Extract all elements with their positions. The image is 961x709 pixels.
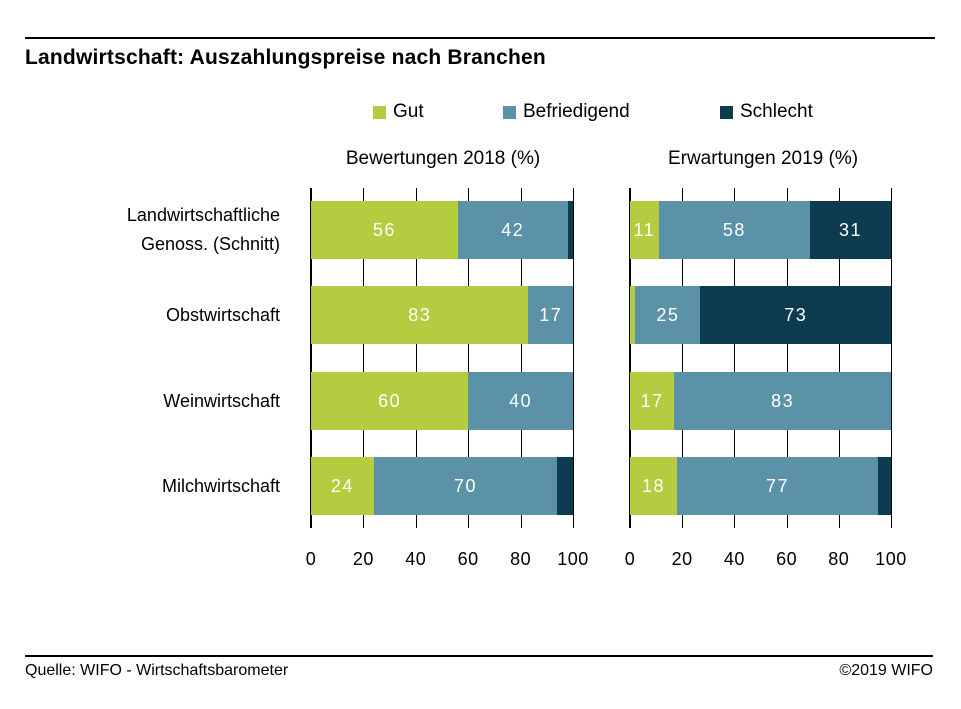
footer-rule bbox=[25, 655, 933, 657]
category-label-line: Weinwirtschaft bbox=[163, 390, 280, 411]
axis-tick-label: 40 bbox=[723, 549, 745, 569]
stacked-bar bbox=[311, 372, 573, 430]
panel-title-erwartungen-2019: Erwartungen 2019 (%) bbox=[667, 148, 859, 169]
bar-value-label: 70 bbox=[454, 475, 478, 496]
legend-label-befriedigend: Befriedigend bbox=[523, 101, 630, 122]
bar-value-label: 56 bbox=[372, 219, 396, 240]
bar-value-label: 77 bbox=[765, 475, 789, 496]
category-label-line: Obstwirtschaft bbox=[165, 304, 280, 325]
stacked-bar bbox=[630, 201, 891, 259]
legend-label-schlecht: Schlecht bbox=[740, 101, 813, 122]
bar-value-label: 24 bbox=[330, 475, 354, 496]
top-rule bbox=[25, 37, 935, 39]
bar-value-label: 17 bbox=[539, 304, 563, 325]
stacked-bar bbox=[630, 457, 891, 515]
bar-value-label: 83 bbox=[771, 390, 795, 411]
footer-copyright-text: ©2019 WIFO bbox=[839, 662, 933, 679]
category-label bbox=[162, 472, 280, 501]
bar-value-label: 11 bbox=[633, 219, 656, 240]
axis-tick-label: 80 bbox=[510, 549, 532, 569]
legend-label-gut: Gut bbox=[393, 101, 424, 122]
bar-segment-befriedigend bbox=[458, 201, 568, 259]
bar-value-label: 60 bbox=[378, 390, 402, 411]
bar-segment-befriedigend bbox=[374, 457, 557, 515]
bar-value-label: 18 bbox=[641, 475, 665, 496]
legend-item-gut bbox=[373, 101, 424, 123]
stacked-bar bbox=[311, 286, 573, 344]
bar-segment-gut bbox=[630, 372, 674, 430]
bar-segment-gut bbox=[630, 457, 677, 515]
category-label-line: Milchwirtschaft bbox=[161, 475, 280, 496]
bar-value-label: 40 bbox=[509, 390, 533, 411]
bar-value-label: 31 bbox=[839, 219, 863, 240]
legend-swatch-befriedigend bbox=[503, 106, 516, 119]
bar-segment-gut bbox=[311, 372, 468, 430]
bar-value-label: 42 bbox=[501, 219, 525, 240]
axis-tick-label: 100 bbox=[875, 549, 907, 569]
bar-segment-befriedigend bbox=[659, 201, 810, 259]
gridline-100 bbox=[573, 188, 574, 528]
category-label-line: Landwirtschaftliche bbox=[126, 205, 280, 225]
bar-segment-schlecht bbox=[700, 286, 891, 344]
legend-item-befriedigend bbox=[503, 101, 630, 123]
axis-tick-label: 100 bbox=[557, 549, 589, 569]
bar-segment-schlecht bbox=[568, 201, 573, 259]
axis-tick-label: 20 bbox=[671, 549, 693, 569]
bar-segment-befriedigend bbox=[528, 286, 573, 344]
axis-tick-label: 60 bbox=[776, 549, 798, 569]
axis-tick-label: 60 bbox=[457, 549, 479, 569]
legend-swatch-schlecht bbox=[720, 106, 733, 119]
legend-swatch-gut bbox=[373, 106, 386, 119]
category-label bbox=[166, 301, 280, 330]
bar-segment-befriedigend bbox=[635, 286, 700, 344]
footer-source-text: Quelle: WIFO - Wirtschaftsbarometer bbox=[25, 662, 289, 679]
category-label bbox=[127, 201, 280, 259]
stacked-bar bbox=[311, 201, 573, 259]
axis-tick-label: 20 bbox=[352, 549, 374, 569]
bar-value-label: 25 bbox=[656, 304, 680, 325]
bar-value-label: 83 bbox=[408, 304, 432, 325]
bar-segment-befriedigend bbox=[677, 457, 878, 515]
page-title: Landwirtschaft: Auszahlungspreise nach Branchen bbox=[25, 46, 546, 69]
stacked-bar bbox=[311, 457, 573, 515]
bar-value-label: 17 bbox=[640, 390, 664, 411]
stacked-bar bbox=[630, 372, 891, 430]
bar-segment-gut bbox=[311, 286, 528, 344]
category-label bbox=[163, 387, 280, 416]
panel-title-bewertungen-2018: Bewertungen 2018 (%) bbox=[345, 148, 541, 169]
axis-tick-label: 0 bbox=[624, 549, 636, 569]
bar-value-label: 58 bbox=[722, 219, 746, 240]
category-label-line: Genoss. (Schnitt) bbox=[140, 234, 280, 254]
bar-segment-befriedigend bbox=[468, 372, 573, 430]
bar-segment-gut bbox=[311, 201, 458, 259]
axis-tick-label: 80 bbox=[828, 549, 850, 569]
axis-tick-label: 40 bbox=[405, 549, 427, 569]
gridline-100 bbox=[891, 188, 892, 528]
bar-value-label: 73 bbox=[784, 304, 808, 325]
bar-segment-schlecht bbox=[878, 457, 891, 515]
bar-segment-gut bbox=[311, 457, 374, 515]
axis-tick-label: 0 bbox=[305, 549, 317, 569]
legend-item-schlecht bbox=[720, 101, 813, 123]
bar-segment-schlecht bbox=[810, 201, 891, 259]
bar-segment-schlecht bbox=[557, 457, 573, 515]
bar-segment-befriedigend bbox=[674, 372, 891, 430]
stacked-bar bbox=[630, 286, 891, 344]
bar-segment-gut bbox=[630, 201, 659, 259]
